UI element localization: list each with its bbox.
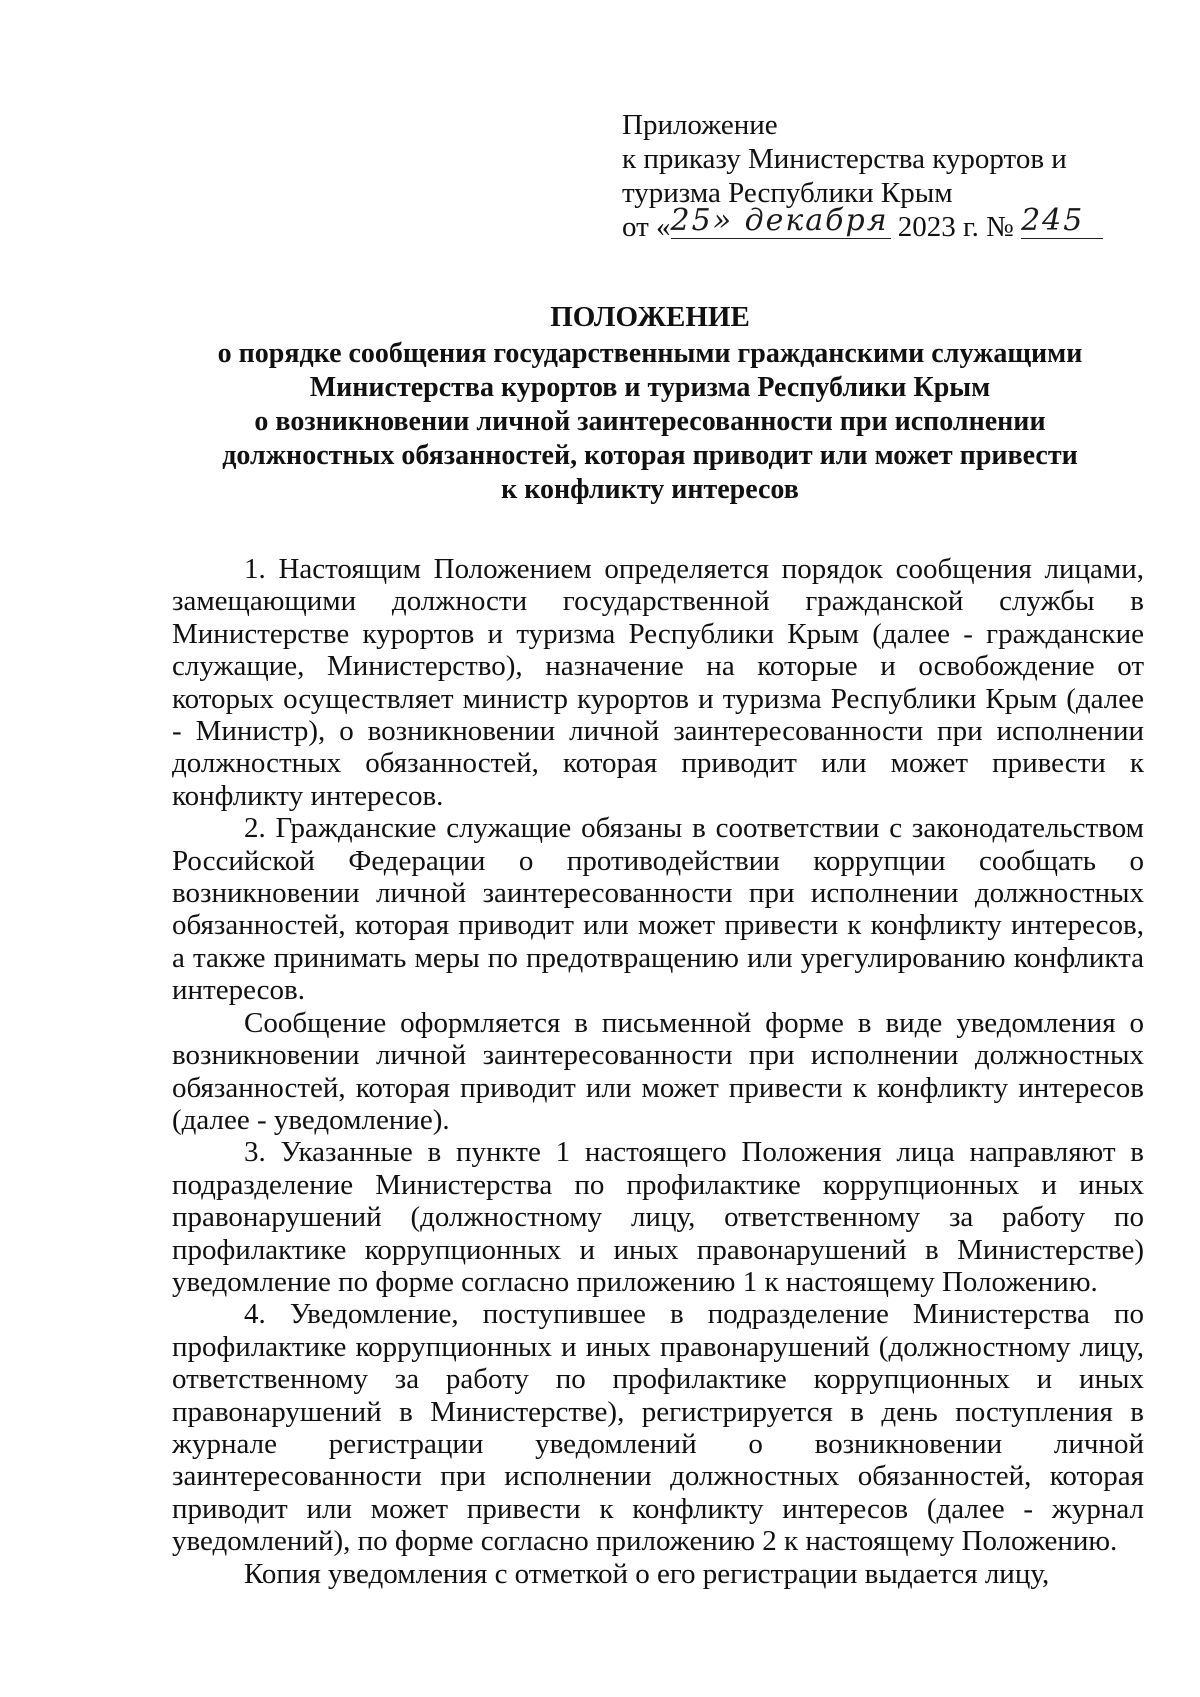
title-line-2: Министерства курортов и туризма Республики Крым [309,372,991,403]
date-year: 2023 г. № [897,211,1014,243]
document-body [172,553,1144,1590]
appendix-date-line [622,203,1142,244]
paragraph-4: 4. Уведомление, поступившее в подразделение Министерства по профилактике коррупционных и иных правонарушений (должностному лицу, ответственному за работу по профилактике коррупционных и иных правонарушений в Министерстве), регистрируется в день поступления в журнале регистрации уведомлений о возникновении личной заинтересованности при исполнении должностных обязанностей, которая приводит или может привести к конфликту интересов (далее - журнал уведомлений), по форме согласно приложению 2 к настоящему Положению. [172,1298,1144,1558]
title-line-4: должностных обязанностей, которая приводит или может привести [222,440,1078,471]
paragraph-3: 3. Указанные в пункте 1 настоящего Положения лица направляют в подразделение Министерства по профилактике коррупционных и иных правонарушений (должностному лицу, ответственному за работу по профилактике коррупционных и иных правонарушений в Министерстве) уведомление по форме согласно приложению 1 к настоящему Положению. [172,1136,1144,1298]
date-field [670,203,891,239]
handwritten-number: 245 [1021,203,1085,238]
handwritten-date: 25» декабря [670,203,889,238]
title-line-1: о порядке сообщения государственными гражданскими служащими [217,338,1083,369]
paragraph-4-continuation: Копия уведомления с отметкой о его регистрации выдается лицу, [244,1557,1050,1590]
title-line-5: к конфликту интересов [501,474,799,505]
date-prefix: от « [622,211,671,243]
appendix-order-ref: к приказу Министерства курортов и [622,143,1067,175]
appendix-label: Приложение [622,109,778,141]
number-field [1021,203,1103,239]
paragraph-2-continuation: Сообщение оформляется в письменной форме в виде уведомления о возникновении личной заинтересованности при исполнении должностных обязанностей, которая приводит или может привести к конфликту интересов (далее - уведомление). [172,1006,1144,1136]
paragraph-1: 1. Настоящим Положением определяется порядок сообщения лицами, замещающими должности государственной гражданской службы в Министерстве курортов и туризма Республики Крым (далее - гражданские служащие, Министерство), назначение на которые и освобождение от которых осуществляет министр курортов и туризма Республики Крым (далее - Министр), о возникновении личной заинтересованности при исполнении должностных обязанностей, которая приводит или может привести к конфликту интересов. [172,553,1144,812]
title-line-3: о возникновении личной заинтересованности при исполнении [254,406,1046,437]
paragraph-2: 2. Гражданские служащие обязаны в соответствии с законодательством Российской Федерации о противодействии коррупции сообщать о возникновении личной заинтересованности при исполнении должностных обязанностей, которая приводит или может привести к конфликту интересов, а также принимать меры по предотвращению или урегулированию конфликта интересов. [172,812,1144,1007]
appendix-reference [622,108,1142,244]
document-title [160,300,1140,507]
title-main: ПОЛОЖЕНИЕ [550,301,750,333]
appendix-ministry: туризма Республики Крым [622,177,953,209]
